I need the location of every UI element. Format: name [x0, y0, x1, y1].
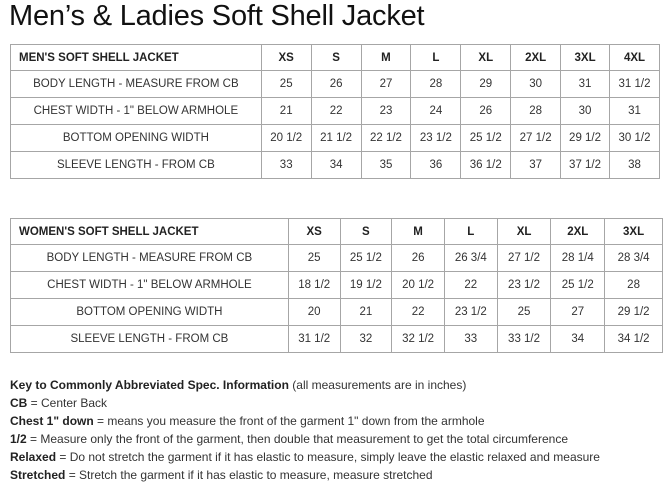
- womens-size-chart: [10, 218, 663, 353]
- size-header: XS: [288, 219, 340, 245]
- measurement-value: 28: [511, 98, 561, 125]
- mens-header-row: [11, 45, 660, 71]
- key-heading: Key to Commonly Abbreviated Spec. Information: [10, 378, 289, 392]
- measurement-value: 31: [561, 71, 610, 98]
- measurement-value: 25 1/2: [340, 245, 392, 272]
- key-item: [10, 394, 600, 412]
- key-term: Chest 1" down: [10, 414, 94, 428]
- mens-size-chart: [10, 44, 660, 179]
- measurement-value: 34: [311, 152, 361, 179]
- table-row: [11, 299, 663, 326]
- measurement-label: BODY LENGTH - MEASURE FROM CB: [11, 71, 262, 98]
- size-header: XL: [497, 219, 551, 245]
- mens-table-title: MEN'S SOFT SHELL JACKET: [11, 45, 262, 71]
- measurement-value: 20 1/2: [261, 125, 311, 152]
- key-term: CB: [10, 396, 28, 410]
- measurement-value: 33 1/2: [497, 326, 551, 353]
- key-definition: = Do not stretch the garment if it has elastic to measure, simply leave the elastic relaxed and measure: [56, 450, 600, 464]
- measurement-value: 37 1/2: [561, 152, 610, 179]
- measurement-value: 28 3/4: [605, 245, 663, 272]
- measurement-value: 34: [551, 326, 605, 353]
- key-term: Relaxed: [10, 450, 57, 464]
- measurement-value: 36: [411, 152, 461, 179]
- measurement-value: 27: [361, 71, 411, 98]
- key-term: 1/2: [10, 432, 27, 446]
- measurement-value: 26: [311, 71, 361, 98]
- measurement-value: 22: [311, 98, 361, 125]
- measurement-value: 37: [511, 152, 561, 179]
- size-header: 3XL: [605, 219, 663, 245]
- measurement-value: 25 1/2: [551, 272, 605, 299]
- measurement-label: SLEEVE LENGTH - FROM CB: [11, 326, 289, 353]
- measurement-value: 23: [361, 98, 411, 125]
- measurement-value: 26: [461, 98, 511, 125]
- measurement-value: 19 1/2: [340, 272, 392, 299]
- measurement-value: 30: [561, 98, 610, 125]
- measurement-value: 36 1/2: [461, 152, 511, 179]
- measurement-value: 28: [411, 71, 461, 98]
- size-header: M: [361, 45, 411, 71]
- key-heading-line: [10, 376, 600, 394]
- table-row: [11, 125, 660, 152]
- measurement-value: 20: [288, 299, 340, 326]
- measurement-value: 22: [392, 299, 445, 326]
- measurement-value: 29: [461, 71, 511, 98]
- measurement-value: 18 1/2: [288, 272, 340, 299]
- measurement-value: 38: [610, 152, 660, 179]
- measurement-value: 25 1/2: [461, 125, 511, 152]
- measurement-value: 23 1/2: [411, 125, 461, 152]
- measurement-value: 21 1/2: [311, 125, 361, 152]
- measurement-value: 23 1/2: [444, 299, 497, 326]
- measurement-value: 25: [288, 245, 340, 272]
- measurement-value: 24: [411, 98, 461, 125]
- measurement-value: 28 1/4: [551, 245, 605, 272]
- measurement-value: 31 1/2: [288, 326, 340, 353]
- size-header: S: [311, 45, 361, 71]
- womens-table-title: WOMEN'S SOFT SHELL JACKET: [11, 219, 289, 245]
- measurement-value: 23 1/2: [497, 272, 551, 299]
- size-header: 3XL: [561, 45, 610, 71]
- key-definition: = Measure only the front of the garment, then double that measurement to get the total circumference: [26, 432, 568, 446]
- measurement-value: 29 1/2: [605, 299, 663, 326]
- measurement-label: BOTTOM OPENING WIDTH: [11, 125, 262, 152]
- measurement-value: 30 1/2: [610, 125, 660, 152]
- measurement-value: 33: [444, 326, 497, 353]
- measurement-value: 27 1/2: [497, 245, 551, 272]
- size-header: XS: [261, 45, 311, 71]
- size-header: XL: [461, 45, 511, 71]
- table-row: [11, 326, 663, 353]
- womens-header-row: [11, 219, 663, 245]
- size-header: L: [411, 45, 461, 71]
- measurement-value: 32 1/2: [392, 326, 445, 353]
- measurement-value: 25: [497, 299, 551, 326]
- measurement-value: 27 1/2: [511, 125, 561, 152]
- measurement-value: 31 1/2: [610, 71, 660, 98]
- key-item: [10, 412, 600, 430]
- measurement-label: SLEEVE LENGTH - FROM CB: [11, 152, 262, 179]
- key-definition: = Stretch the garment if it has elastic to measure, measure stretched: [65, 468, 433, 482]
- table-row: [11, 98, 660, 125]
- measurement-value: 28: [605, 272, 663, 299]
- measurement-label: BODY LENGTH - MEASURE FROM CB: [11, 245, 289, 272]
- measurement-label: CHEST WIDTH - 1" BELOW ARMHOLE: [11, 272, 289, 299]
- size-header: 2XL: [511, 45, 561, 71]
- measurement-label: CHEST WIDTH - 1" BELOW ARMHOLE: [11, 98, 262, 125]
- measurement-value: 29 1/2: [561, 125, 610, 152]
- measurement-value: 34 1/2: [605, 326, 663, 353]
- measurement-value: 20 1/2: [392, 272, 445, 299]
- table-row: [11, 71, 660, 98]
- measurement-value: 21: [261, 98, 311, 125]
- key-definition: = means you measure the front of the garment 1" down from the armhole: [93, 414, 485, 428]
- key-item: [10, 430, 600, 448]
- measurement-value: 25: [261, 71, 311, 98]
- measurement-value: 26: [392, 245, 445, 272]
- key-definition: = Center Back: [27, 396, 108, 410]
- table-row: [11, 152, 660, 179]
- key-item: [10, 448, 600, 466]
- key-heading-note: (all measurements are in inches): [288, 378, 467, 392]
- measurement-value: 22: [444, 272, 497, 299]
- size-header: 4XL: [610, 45, 660, 71]
- size-header: S: [340, 219, 392, 245]
- table-row: [11, 245, 663, 272]
- measurement-value: 35: [361, 152, 411, 179]
- abbreviation-key: [10, 376, 600, 484]
- measurement-value: 22 1/2: [361, 125, 411, 152]
- size-header: L: [444, 219, 497, 245]
- measurement-value: 33: [261, 152, 311, 179]
- measurement-value: 27: [551, 299, 605, 326]
- key-item: [10, 466, 600, 484]
- measurement-value: 31: [610, 98, 660, 125]
- measurement-value: 26 3/4: [444, 245, 497, 272]
- measurement-value: 32: [340, 326, 392, 353]
- measurement-value: 30: [511, 71, 561, 98]
- measurement-value: 21: [340, 299, 392, 326]
- key-term: Stretched: [10, 468, 66, 482]
- measurement-label: BOTTOM OPENING WIDTH: [11, 299, 289, 326]
- size-header: M: [392, 219, 445, 245]
- table-row: [11, 272, 663, 299]
- size-header: 2XL: [551, 219, 605, 245]
- page-title: Men’s & Ladies Soft Shell Jacket: [9, 0, 425, 32]
